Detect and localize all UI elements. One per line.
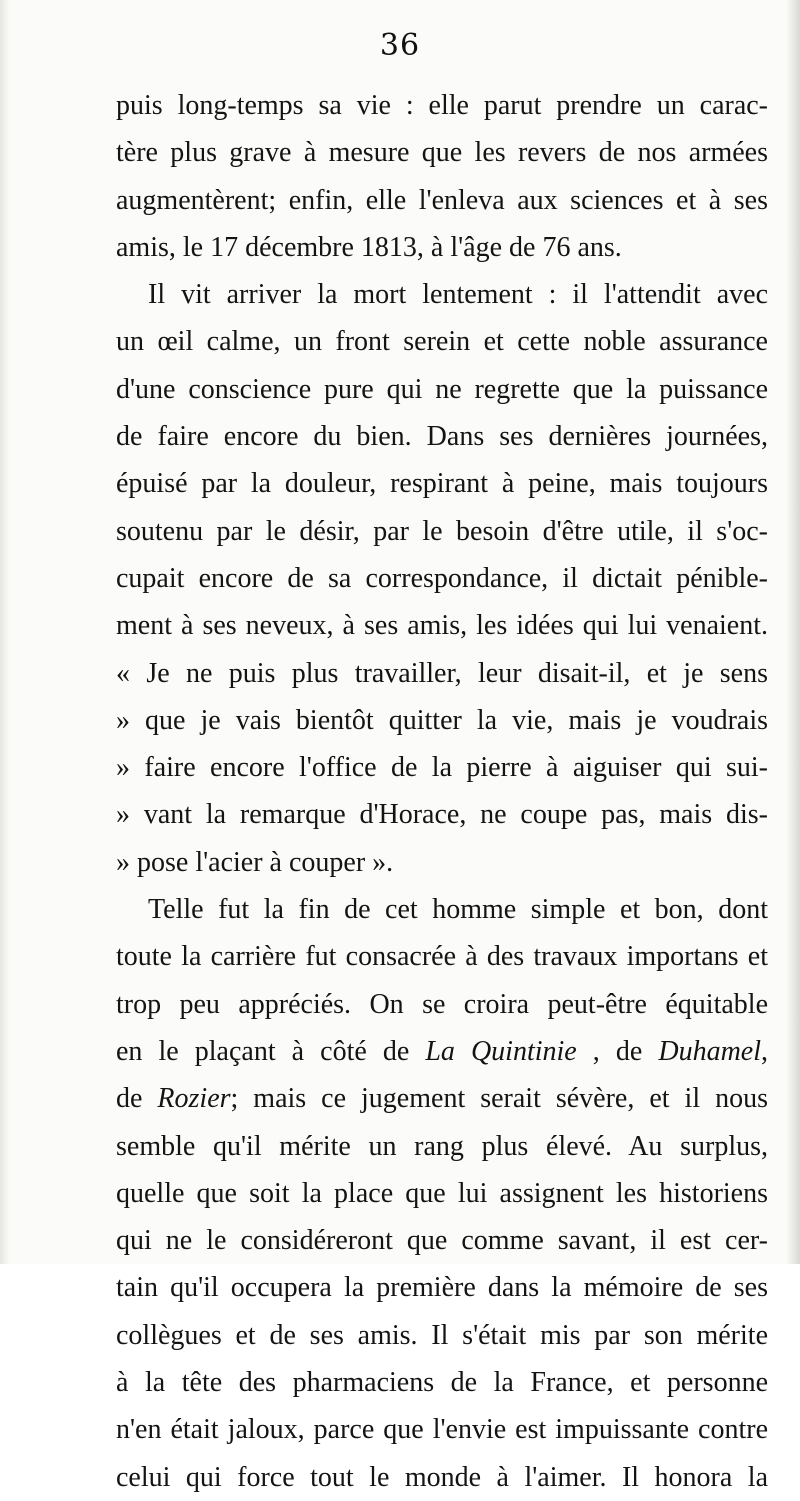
text-line: trop peu appréciés. On se croira peut-être équitable <box>116 988 768 1020</box>
italic-name: La Quintinie <box>425 1035 577 1067</box>
quote-line: » pose l'acier à couper ». <box>116 846 394 878</box>
text-line: cupait encore de sa correspondance, il dictait pénible- <box>116 562 768 594</box>
text-line: semble qu'il mérite un rang plus élevé. Au surplus, <box>116 1130 768 1162</box>
text-line: collègues et de ses amis. Il s'était mis par son mérite <box>116 1319 768 1351</box>
text-line: tère plus grave à mesure que les revers de nos armées <box>116 137 768 169</box>
text-segment: en le plaçant à côté de <box>116 1035 426 1067</box>
text-line: celui qui force tout le monde à l'aimer. Il honora la <box>116 1461 768 1493</box>
text-line: amis, le 17 décembre 1813, à l'âge de 76 ans. <box>116 231 622 263</box>
text-line-with-italics <box>116 1028 768 1075</box>
text-line-with-italics <box>116 1075 768 1122</box>
quote-line: « Je ne puis plus travailler, leur disait-il, et je sens <box>116 657 768 689</box>
text-line: Il vit arriver la mort lentement : il l'attendit avec <box>148 279 768 311</box>
text-line: toute la carrière fut consacrée à des travaux importans et <box>116 941 768 973</box>
italic-name: Rozier <box>157 1083 231 1115</box>
text-line: qui ne le considéreront que comme savant, il est cer- <box>116 1225 768 1257</box>
page-number: 36 <box>379 28 421 63</box>
text-line: quelle que soit la place que lui assignent les historiens <box>116 1177 768 1209</box>
text-line: n'en était jaloux, parce que l'envie est impuissante contre <box>116 1414 768 1446</box>
text-segment: , de <box>576 1035 659 1067</box>
text-line: épuisé par la douleur, respirant à peine, mais toujours <box>116 468 768 500</box>
text-segment: de <box>116 1083 158 1115</box>
text-line: d'une conscience pure qui ne regrette que la puissance <box>116 373 768 405</box>
text-line: Telle fut la fin de cet homme simple et bon, dont <box>148 894 768 926</box>
body-text <box>116 82 768 1501</box>
italic-name: Duhamel <box>658 1035 761 1067</box>
text-line: de faire encore du bien. Dans ses dernières journées, <box>116 421 768 453</box>
page-right-shadow <box>786 0 800 1264</box>
text-line: soutenu par le désir, par le besoin d'être utile, il s'oc- <box>116 515 768 547</box>
text-segment: ; mais ce jugement serait sévère, et il nous <box>230 1083 768 1115</box>
quote-line: » vant la remarque d'Horace, ne coupe pas, mais dis- <box>116 799 768 831</box>
text-line: tain qu'il occupera la première dans la mémoire de ses <box>116 1272 768 1304</box>
text-line: augmentèrent; enfin, elle l'enleva aux sciences et à ses <box>116 184 768 216</box>
text-line: un œil calme, un front serein et cette noble assurance <box>116 326 768 358</box>
page-left-shadow <box>0 0 10 1264</box>
text-line: à la tête des pharmaciens de la France, et personne <box>116 1367 768 1399</box>
quote-line: » faire encore l'office de la pierre à aiguiser qui sui- <box>116 752 768 784</box>
quote-line: » que je vais bientôt quitter la vie, mais je voudrais <box>116 704 768 736</box>
text-segment: , <box>761 1035 768 1067</box>
text-line: ment à ses neveux, à ses amis, les idées qui lui venaient. <box>116 610 768 642</box>
text-line: puis long-temps sa vie : elle parut prendre un carac- <box>116 90 768 121</box>
